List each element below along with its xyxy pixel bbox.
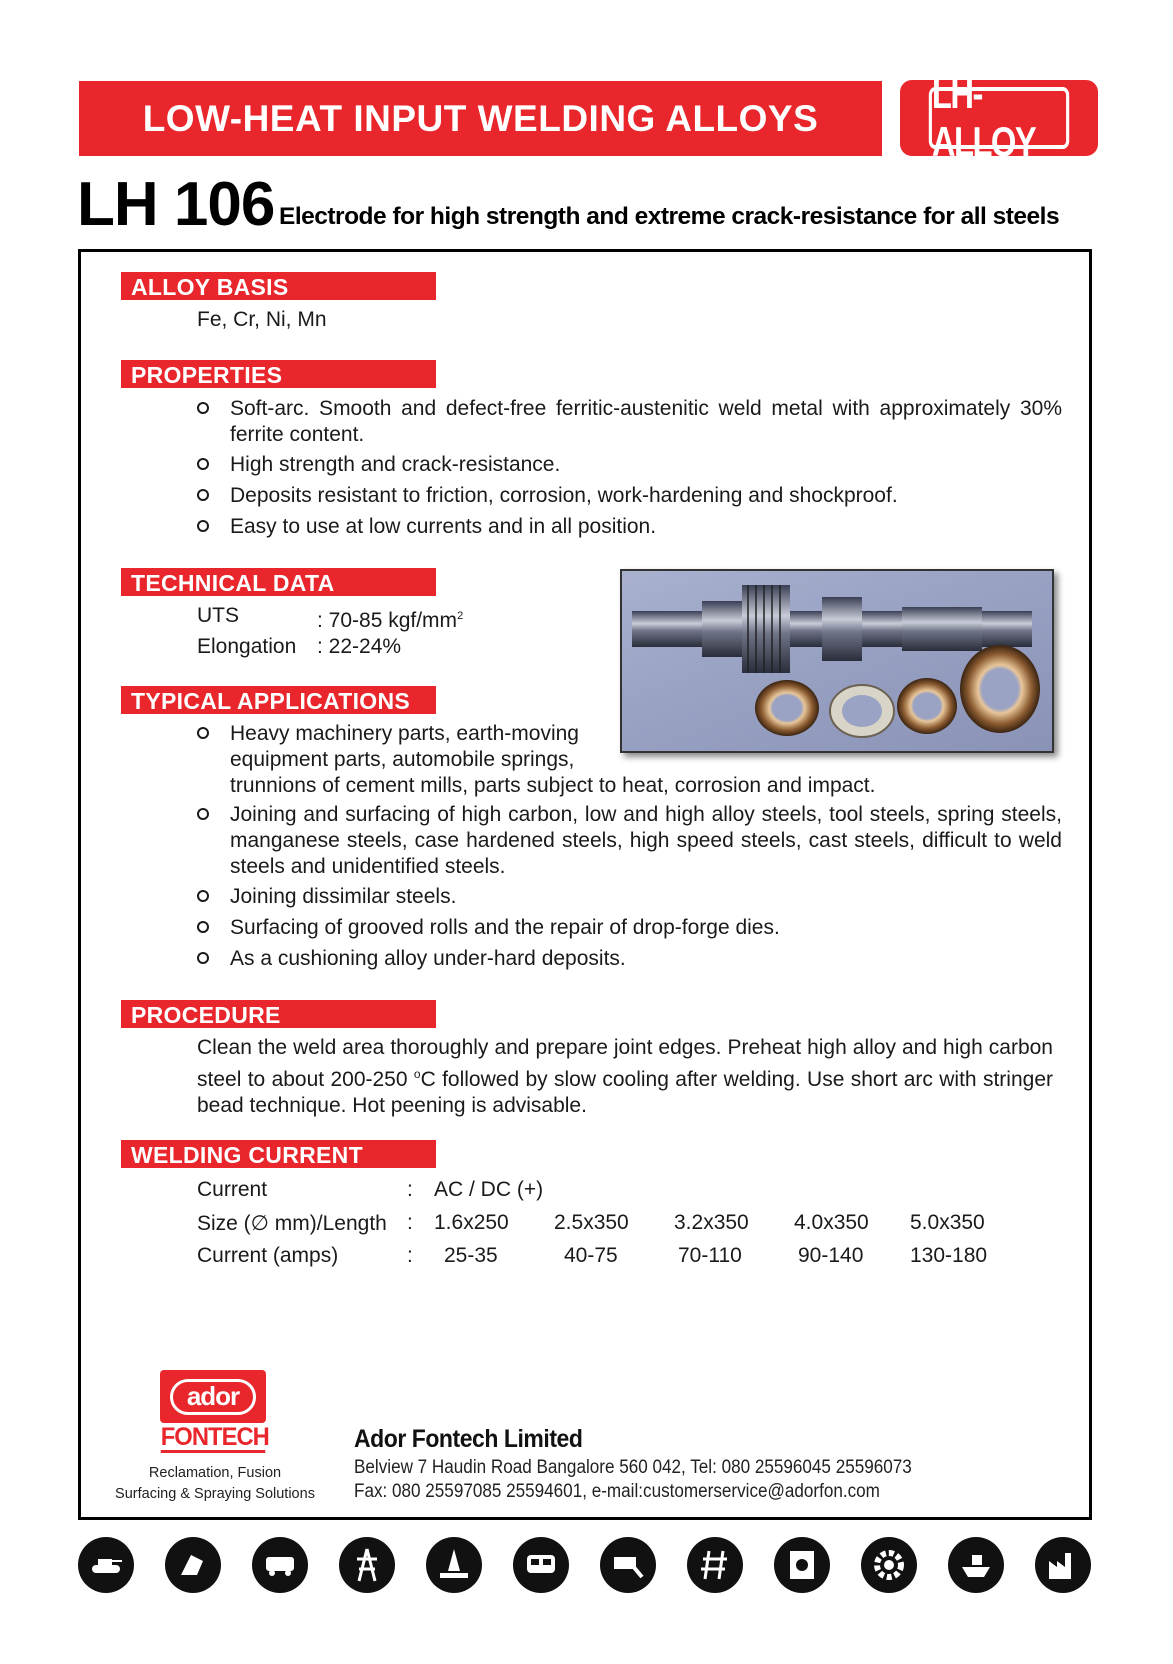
amps-value: 70-110: [678, 1244, 742, 1267]
alloy-basis-value: Fe, Cr, Ni, Mn: [197, 308, 327, 331]
ship-icon: [948, 1537, 1004, 1593]
amps-value: 130-180: [910, 1244, 988, 1267]
bullet-icon: [197, 402, 209, 414]
typical-applications-heading: TYPICAL APPLICATIONS: [121, 686, 436, 714]
size-label: Size (∅ mm)/Length: [197, 1212, 387, 1235]
application-item: [197, 915, 1062, 941]
property-item: [197, 514, 1062, 540]
ador-logo: [160, 1370, 266, 1423]
product-description: Electrode for high strength and extreme crack-resistance for all steels: [279, 203, 1060, 230]
lh-alloy-logo: [900, 70, 1098, 165]
application-line: trunnions of cement mills, parts subject to heat, corrosion and impact.: [230, 774, 876, 797]
colon: :: [407, 1244, 413, 1267]
colon: :: [407, 1178, 413, 1201]
amps-row: [197, 1244, 1057, 1270]
property-text: Soft-arc. Smooth and defect-free ferritic-austenitic weld metal with approximately 30% ferrite content.: [230, 397, 1062, 446]
degree-symbol: o: [413, 1067, 421, 1081]
size-value: 2.5x350: [554, 1211, 629, 1234]
train-icon: [513, 1537, 569, 1593]
amps-value: 90-140: [798, 1244, 864, 1267]
property-item: [197, 452, 1062, 478]
application-text: Joining and surfacing of high carbon, low and high alloy steels, tool steels, spring steels, manganese steels, case hardened steels, high speed steels, cast steels, difficult to weld steels and unidentified steels.: [230, 803, 1062, 878]
procedure-text: [197, 1035, 1053, 1119]
ador-logo-text: ador: [170, 1379, 256, 1415]
excavator-icon: [165, 1537, 221, 1593]
application-line: Heavy machinery parts, earth-moving: [230, 722, 579, 745]
procedure-text-part1: Clean the weld area thoroughly and prepare joint edges. Preheat high alloy and high carbon steel to about 200-250: [197, 1036, 1053, 1091]
crane-icon: [774, 1537, 830, 1593]
tagline-line1: Reclamation, Fusion: [148, 1465, 282, 1481]
size-value: 1.6x250: [434, 1211, 509, 1234]
power-tower-icon: [339, 1537, 395, 1593]
application-item: [197, 721, 1062, 799]
bus-icon: [252, 1537, 308, 1593]
colon: :: [407, 1211, 413, 1234]
banner-title: LOW-HEAT INPUT WELDING ALLOYS: [79, 81, 882, 156]
current-value: AC / DC (+): [434, 1178, 544, 1201]
size-value: 4.0x350: [794, 1211, 869, 1234]
property-item: [197, 483, 1062, 509]
product-code: LH 106: [77, 170, 275, 239]
current-type-row: [197, 1178, 1057, 1204]
application-text: Joining dissimilar steels.: [230, 885, 457, 908]
welding-current-heading: WELDING CURRENT: [121, 1140, 436, 1168]
bullet-icon: [197, 520, 209, 532]
application-text: As a cushioning alloy under-hard deposits.: [230, 947, 626, 970]
company-address: Belview 7 Haudin Road Bangalore 560 042, Tel: 080 25596045 25596073: [354, 1457, 912, 1478]
uts-unit-superscript: 2: [457, 610, 464, 622]
technical-data-heading: TECHNICAL DATA: [121, 568, 436, 596]
application-text: Surfacing of grooved rolls and the repair of drop-forge dies.: [230, 916, 780, 939]
bullet-icon: [197, 489, 209, 501]
industry-icon-strip: [78, 1537, 1098, 1601]
application-item: [197, 802, 1062, 880]
property-text: Easy to use at low currents and in all position.: [230, 515, 657, 538]
amps-value: 25-35: [444, 1244, 498, 1267]
tagline-line2: Surfacing & Spraying Solutions: [115, 1486, 315, 1502]
uts-value: [317, 603, 463, 634]
bullet-icon: [197, 458, 209, 470]
property-item: [197, 396, 1062, 448]
size-value: 3.2x350: [674, 1211, 749, 1234]
bullet-icon: [197, 952, 209, 964]
property-text: Deposits resistant to friction, corrosion, work-hardening and shockproof.: [230, 484, 898, 507]
alloy-basis-heading: ALLOY BASIS: [121, 272, 436, 300]
current-label: Current: [197, 1178, 268, 1201]
bullet-icon: [197, 727, 209, 739]
uts-label: UTS: [197, 604, 239, 627]
oil-rig-icon: [426, 1537, 482, 1593]
property-text: High strength and crack-resistance.: [230, 453, 561, 476]
gear-icon: [861, 1537, 917, 1593]
application-line: equipment parts, automobile springs,: [230, 748, 575, 771]
company-fax-email: Fax: 080 25597085 25594601, e-mail:customerservice@adorfon.com: [354, 1481, 880, 1502]
size-row: [197, 1211, 1057, 1237]
hammer-icon: [600, 1537, 656, 1593]
application-item: [197, 884, 1062, 910]
amps-label: Current (amps): [197, 1244, 339, 1267]
bullet-icon: [197, 890, 209, 902]
bullet-icon: [197, 808, 209, 820]
elongation-label: Elongation: [197, 635, 297, 658]
procedure-text-part2: C followed by slow cooling after welding. Use short arc with stringer bead technique. Hot peening is advisable.: [197, 1068, 1053, 1117]
tank-icon: [78, 1537, 134, 1593]
size-value: 5.0x350: [910, 1211, 985, 1234]
rail-track-icon: [687, 1537, 743, 1593]
uts-value-text: : 70-85 kgf/mm: [317, 609, 458, 632]
application-item: [197, 946, 1062, 972]
amps-value: 40-75: [564, 1244, 618, 1267]
properties-heading: PROPERTIES: [121, 360, 436, 388]
fontech-wordmark: FONTECH: [160, 1423, 269, 1451]
procedure-heading: PROCEDURE: [121, 1000, 436, 1028]
elongation-value: : 22-24%: [317, 635, 402, 658]
bullet-icon: [197, 921, 209, 933]
company-name: Ador Fontech Limited: [354, 1425, 583, 1453]
factory-icon: [1035, 1537, 1091, 1593]
lh-alloy-logo-text: LH-ALLOY: [929, 87, 1069, 149]
